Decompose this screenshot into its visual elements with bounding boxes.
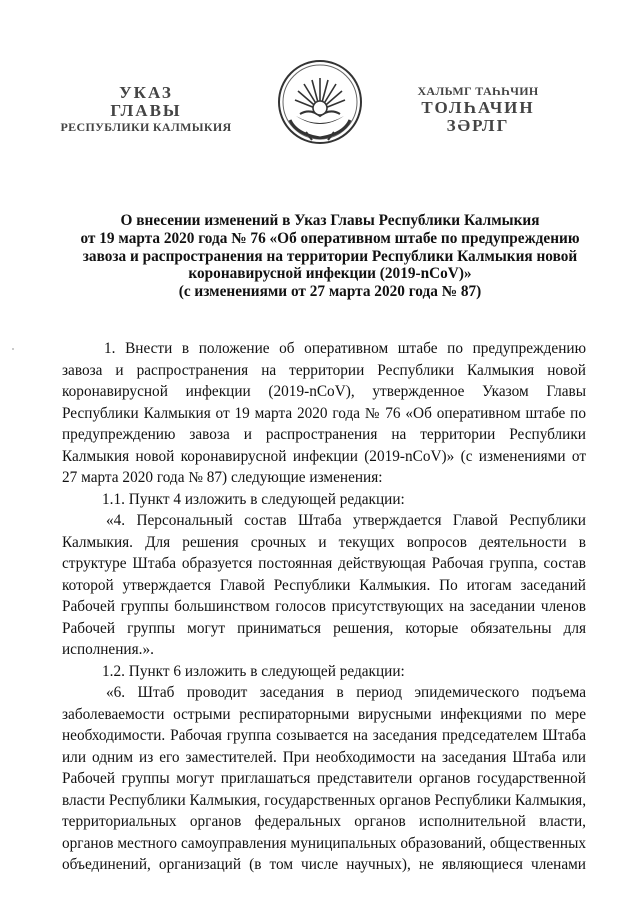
body-line: 1.2. Пункт 6 изложить в следующей редакции:: [102, 662, 405, 680]
letterhead-right: [378, 84, 578, 135]
body-line: Рабочей группы могут приниматься решения, которые обязательны для: [62, 619, 586, 637]
decree-body: [62, 338, 586, 876]
letterhead-left: [46, 84, 246, 135]
body-line: завоза и распространения на территории Республики Калмыкия новой: [62, 361, 586, 379]
body-line: «4. Персональный состав Штаба утверждается Главой Республики: [106, 512, 586, 529]
title-line: коронавирусной инфекции (2019-nCoV)»: [188, 265, 472, 283]
body-line: Калмыкия новой коронавирусной инфекции (2019-nCoV)» (с изменениями от: [62, 447, 586, 465]
body-line: Рабочей группы большинством голосов присутствующих на заседании членов: [62, 598, 586, 615]
body-line: структуре Штаба образуется постоянная действующая Рабочая группа, состав: [62, 555, 586, 572]
letterhead-right-line3: ЗӘРЛГ: [446, 116, 510, 135]
letterhead-left-line3: РЕСПУБЛИКИ КАЛМЫКИЯ: [60, 120, 232, 134]
body-line: или одним из его заместителей. При необходимости на заседания Штаба или: [62, 748, 586, 766]
kalmykia-emblem-icon: [276, 58, 364, 146]
body-line: необходимости. Рабочая группа созывается на заседания председателем Штаба: [62, 727, 586, 744]
body-line: предупреждению завоза и распространения на территории Республики: [62, 426, 586, 443]
body-line: органов местного самоуправления муниципальных образований, общественных: [62, 834, 586, 852]
letterhead-right-line2: ТОЛҺАЧИН: [421, 98, 535, 117]
body-line: Калмыкия. Для решения срочных и текущих вопросов деятельности в: [62, 533, 586, 551]
title-line: завоза и распространения на территории Республики Калмыкия новой: [82, 247, 578, 265]
body-line: Республики Калмыкия от 19 марта 2020 года № 76 «Об оперативном штабе по: [62, 404, 586, 422]
body-line: коронавирусной инфекции (2019-nCoV), утвержденное Указом Главы: [62, 383, 586, 400]
body-line: территориальных органов федеральных органов исполнительной власти,: [62, 813, 586, 830]
body-line: 27 марта 2020 года № 87) следующие изменения:: [62, 469, 383, 486]
title-line: (с изменениями от 27 марта 2020 года № 87): [178, 283, 482, 301]
body-line: «6. Штаб проводит заседания в период эпидемического подъема: [106, 684, 586, 701]
letterhead-left-line1: УКАЗ: [119, 83, 173, 102]
body-line: исполнения.».: [62, 641, 154, 658]
body-line: 1.1. Пункт 4 изложить в следующей редакции:: [102, 490, 405, 508]
body-line: власти Республики Калмыкия, государственных органов Республики Калмыкия,: [62, 791, 586, 809]
body-line: заболеваемости острыми респираторными вирусными инфекциями по мере: [62, 705, 586, 723]
body-line: Рабочей группы могут приглашаться представители органов государственной: [62, 770, 586, 787]
title-line: О внесении изменений в Указ Главы Республики Калмыкия: [120, 212, 540, 229]
letterhead-right-line1: ХАЛЬМГ ТАҺҺЧИН: [417, 84, 539, 98]
title-line: от 19 марта 2020 года № 76 «Об оперативном штабе по предупреждению: [80, 229, 580, 247]
body-line: 1. Внести в положение об оперативном штабе по предупреждению: [104, 340, 586, 357]
body-line: объединений, организаций (в том числе научных), не являющиеся членами: [62, 856, 586, 873]
body-line: которой утверждается Главой Республики Калмыкия. По итогам заседаний: [62, 576, 586, 594]
letterhead-left-line2: ГЛАВЫ: [110, 101, 182, 120]
scan-speck: [12, 348, 14, 350]
decree-title: [60, 212, 600, 301]
